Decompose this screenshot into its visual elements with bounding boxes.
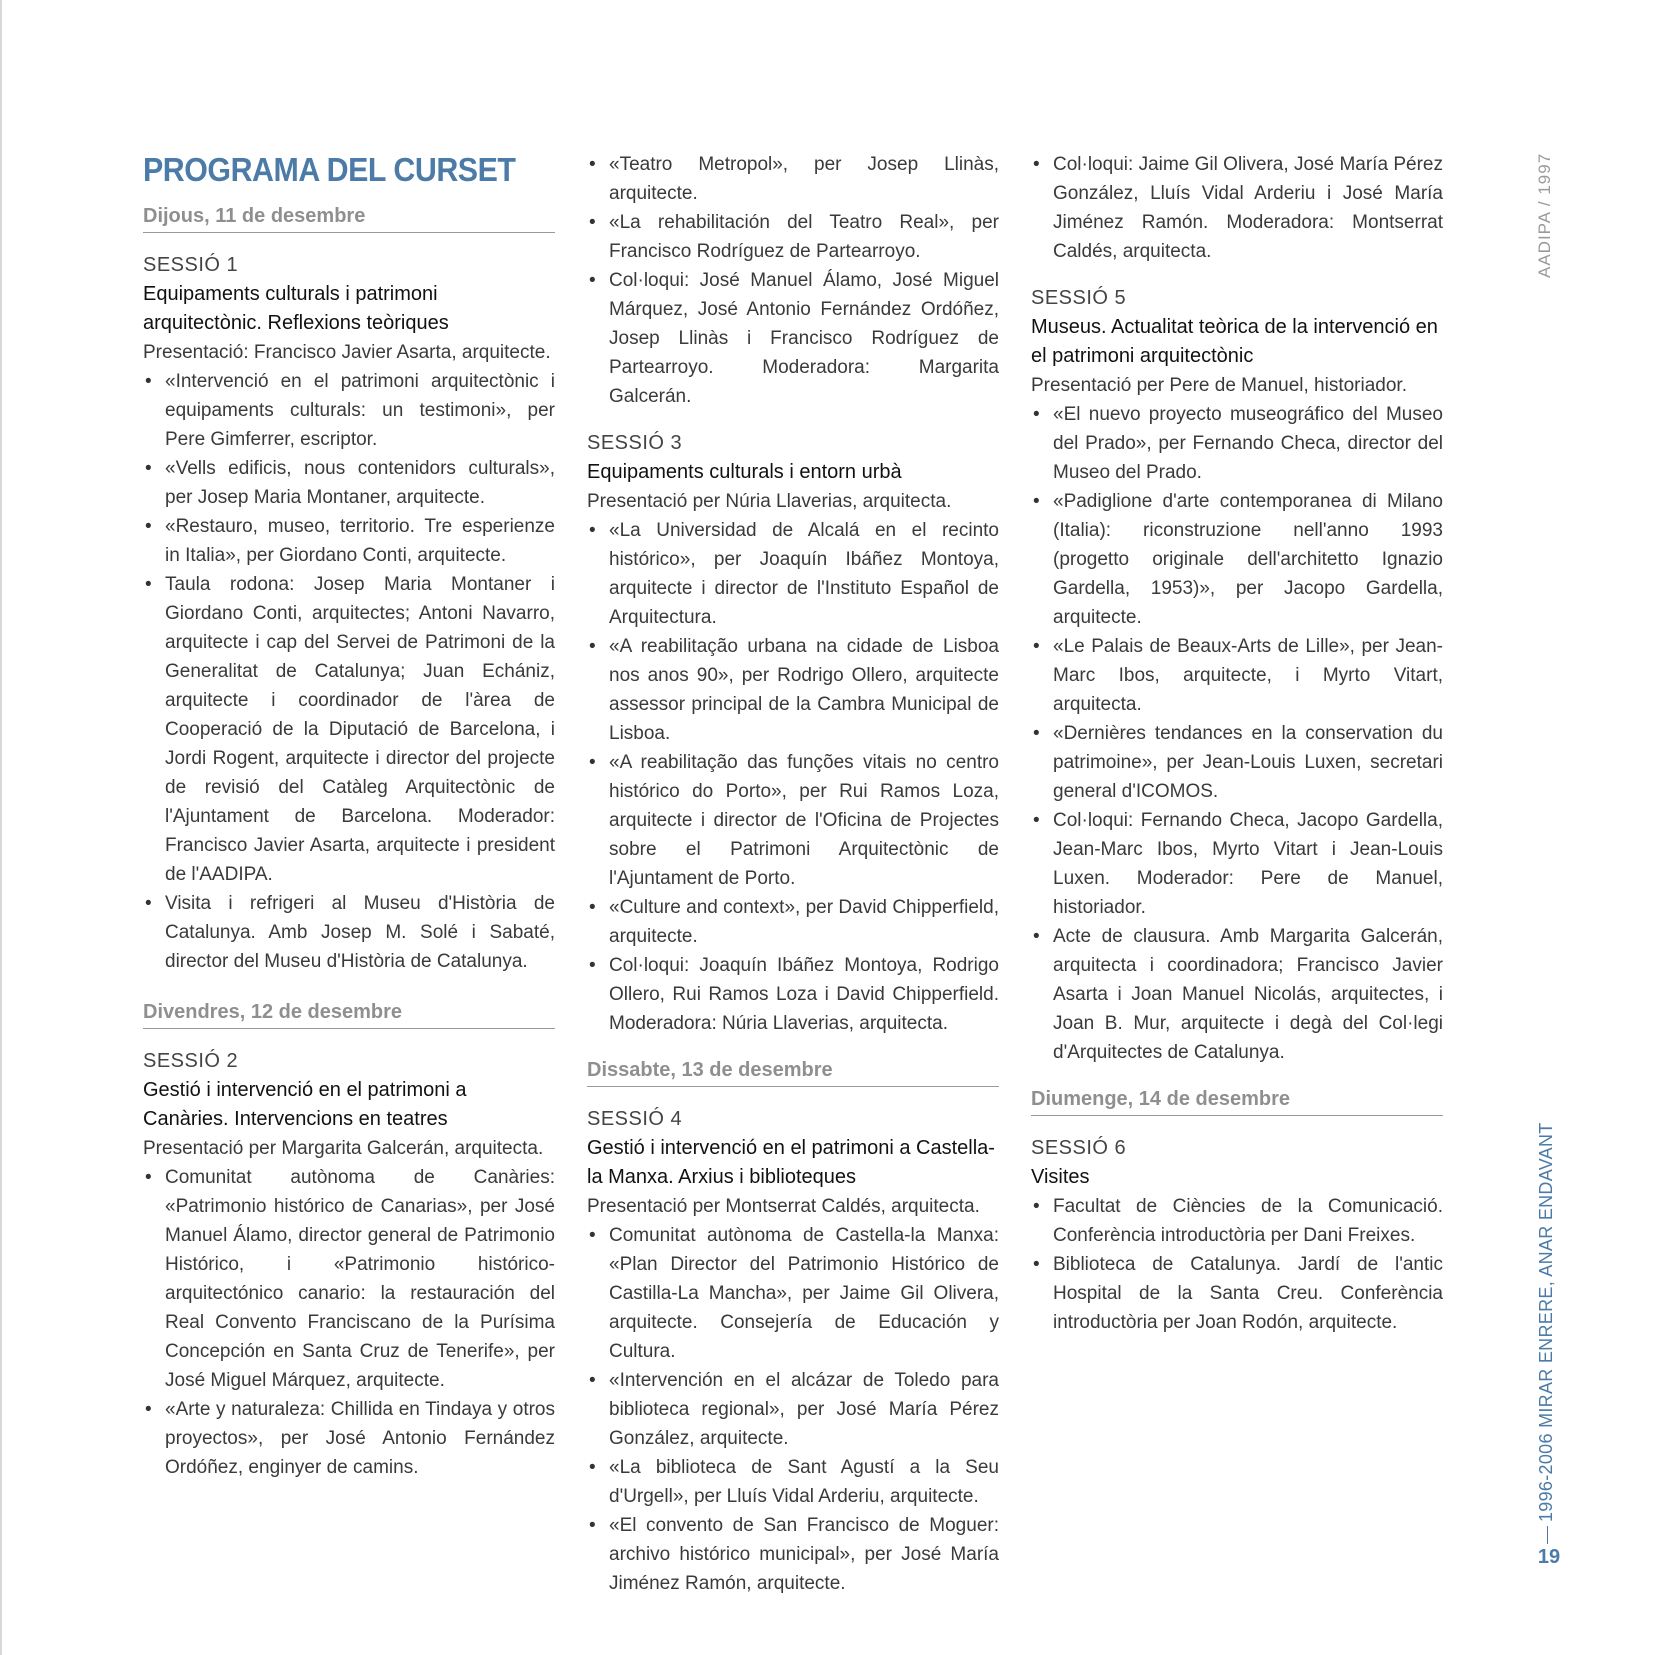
- day-heading-sunday: Diumenge, 14 de desembre: [1031, 1085, 1443, 1116]
- day-heading-friday: Divendres, 12 de desembre: [143, 998, 555, 1029]
- session-2: [143, 1047, 555, 1482]
- list-item: • Comunitat autònoma de Castella-la Manxa: «Plan Director del Patrimonio Histórico de Castilla-La Mancha», per Jaime Gil Olivera, arquitecte. Consejería de Educación y Cultura.: [587, 1221, 999, 1366]
- session-intro: Presentació per Núria Llaverias, arquitecta.: [587, 491, 952, 512]
- session-title: Gestió i intervenció en el patrimoni a Canàries. Intervencions en teatres: [143, 1079, 467, 1130]
- session-items: [1031, 1192, 1443, 1337]
- session-intro: Presentació per Pere de Manuel, historiador.: [1031, 375, 1407, 396]
- side-running-header: [1535, 152, 1555, 278]
- session-4: [587, 1105, 999, 1598]
- list-item: • Col·loqui: Fernando Checa, Jacopo Gardella, Jean-Marc Ibos, Myrto Vitart i Jean-Louis Luxen. Moderador: Pere de Manuel, historiador.: [1031, 806, 1443, 922]
- session-label: SESSIÓ 3: [587, 432, 683, 454]
- session-6: [1031, 1134, 1443, 1337]
- session-intro: Presentació: Francisco Javier Asarta, arquitecte.: [143, 342, 551, 363]
- session-2-continued: [587, 150, 999, 411]
- list-item: • Col·loqui: Jaime Gil Olivera, José María Pérez González, Lluís Vidal Arderiu i José María Jiménez Ramón. Moderadora: Montserrat Caldés, arquitecta.: [1031, 150, 1443, 266]
- side-top-label: AADIPA / 1997: [1535, 152, 1554, 278]
- list-item: • «Vells edificis, nous contenidors culturals», per Josep Maria Montaner, arquitecte.: [143, 454, 555, 512]
- list-item: • «Le Palais de Beaux-Arts de Lille», per Jean-Marc Ibos, arquitecte, i Myrto Vitart, arquitecta.: [1031, 632, 1443, 719]
- session-title: Equipaments culturals i entorn urbà: [587, 461, 902, 483]
- list-item: • «Restauro, museo, territorio. Tre esperienze in Italia», per Giordano Conti, arquitecte.: [143, 512, 555, 570]
- session-label: SESSIÓ 5: [1031, 287, 1127, 309]
- list-item: • «El convento de San Francisco de Moguer: archivo histórico municipal», per José María Jiménez Ramón, arquitecte.: [587, 1511, 999, 1598]
- list-item: • «Intervenció en el patrimoni arquitectònic i equipaments culturals: un testimoni», per Pere Gimferrer, escriptor.: [143, 367, 555, 454]
- list-item: • «Culture and context», per David Chipperfield, arquitecte.: [587, 893, 999, 951]
- session-label: SESSIÓ 6: [1031, 1137, 1127, 1159]
- page-number: 19: [1537, 1546, 1561, 1568]
- session-intro: Presentació per Margarita Galcerán, arquitecta.: [143, 1138, 544, 1159]
- list-item: • «Dernières tendances en la conservation du patrimoine», per Jean-Louis Luxen, secretari general d'ICOMOS.: [1031, 719, 1443, 806]
- list-item: • Facultat de Ciències de la Comunicació. Conferència introductòria per Dani Freixes.: [1031, 1192, 1443, 1250]
- list-item: • «Padiglione d'arte contemporanea di Milano (Italia): riconstruzione nell'anno 1993 (progetto originale dell'architetto Ignazio Gardella, 1953)», per Jacopo Gardella, arquitecte.: [1031, 487, 1443, 632]
- session-intro: Presentació per Montserrat Caldés, arquitecta.: [587, 1196, 980, 1217]
- session-label: SESSIÓ 4: [587, 1108, 683, 1130]
- list-item: • «La biblioteca de Sant Agustí a la Seu d'Urgell», per Lluís Vidal Arderiu, arquitecte.: [587, 1453, 999, 1511]
- page-title: PROGRAMA DEL CURSET: [143, 151, 516, 188]
- list-item: • Visita i refrigeri al Museu d'Història de Catalunya. Amb Josep M. Solé i Sabaté, director del Museu d'Història de Catalunya.: [143, 889, 555, 976]
- list-item: • «La rehabilitación del Teatro Real», per Francisco Rodríguez de Partearroyo.: [587, 208, 999, 266]
- list-item: • «La Universidad de Alcalá en el recinto histórico», per Joaquín Ibáñez Montoya, arquitecte i director de l'Instituto Español de Arquitectura.: [587, 516, 999, 632]
- session-items: [587, 150, 999, 411]
- page-edge-rule: [0, 0, 2, 1655]
- session-title: Museus. Actualitat teòrica de la intervenció en el patrimoni arquitectònic: [1031, 316, 1438, 367]
- session-items: [143, 367, 555, 976]
- session-title: Equipaments culturals i patrimoni arquitectònic. Reflexions teòriques: [143, 283, 449, 334]
- session-items: [1031, 150, 1443, 266]
- session-items: [1031, 400, 1443, 1067]
- session-label: SESSIÓ 2: [143, 1050, 239, 1072]
- list-item: • Comunitat autònoma de Canàries: «Patrimonio histórico de Canarias», per José Manuel Álamo, director general de Patrimonio Histórico, i «Patrimonio histórico-arquitectónico canario: la restauración del Real Convento Franciscano de la Purísima Concepción en Santa Cruz de Tenerife», per José Miguel Márquez, arquitecte.: [143, 1163, 555, 1395]
- side-running-footer: [1536, 1122, 1556, 1522]
- list-item: • «Teatro Metropol», per Josep Llinàs, arquitecte.: [587, 150, 999, 208]
- session-items: [587, 1221, 999, 1598]
- session-4-continued: [1031, 150, 1443, 266]
- list-item: • «A reabilitação das funções vitais no centro histórico do Porto», per Rui Ramos Loza, arquitecte i director de l'Oficina de Projectes sobre el Patrimoni Arquitectònic de l'Ajuntament de Porto.: [587, 748, 999, 893]
- column-3: [1031, 150, 1443, 1355]
- session-title: Visites: [1031, 1166, 1090, 1188]
- session-1: [143, 251, 555, 976]
- session-title: Gestió i intervenció en el patrimoni a Castella-la Manxa. Arxius i biblioteques: [587, 1137, 995, 1188]
- side-bottom-label: 1996-2006 MIRAR ENRERE, ANAR ENDAVANT: [1536, 1122, 1556, 1522]
- list-item: • «El nuevo proyecto museográfico del Museo del Prado», per Fernando Checa, director del Museo del Prado.: [1031, 400, 1443, 487]
- day-heading-saturday: Dissabte, 13 de desembre: [587, 1056, 999, 1087]
- list-item: • Taula rodona: Josep Maria Montaner i Giordano Conti, arquitectes; Antoni Navarro, arquitecte i cap del Servei de Patrimoni de la Generalitat de Catalunya; Juan Echániz, arquitecte i coordinador de l'àrea de Cooperació de la Diputació de Barcelona, i Jordi Rogent, arquitecte i director del projecte de revisió del Catàleg Arquitectònic de l'Ajuntament de Barcelona. Moderador: Francisco Javier Asarta, arquitecte i president de l'AADIPA.: [143, 570, 555, 889]
- list-item: • «Intervención en el alcázar de Toledo para biblioteca regional», per José María Pérez González, arquitecte.: [587, 1366, 999, 1453]
- list-item: • «A reabilitação urbana na cidade de Lisboa nos anos 90», per Rodrigo Ollero, arquitecte assessor principal de la Cambra Municipal de Lisboa.: [587, 632, 999, 748]
- list-item: • Acte de clausura. Amb Margarita Galcerán, arquitecta i coordinadora; Francisco Javier Asarta i Joan Manuel Nicolás, arquitectes, i Joan B. Mur, arquitecte i degà del Col·legi d'Arquitectes de Catalunya.: [1031, 922, 1443, 1067]
- list-item: • Col·loqui: José Manuel Álamo, José Miguel Márquez, José Antonio Fernández Ordóñez, Josep Llinàs i Francisco Rodríguez de Partearroyo. Moderadora: Margarita Galcerán.: [587, 266, 999, 411]
- page-number-rule: [1547, 1526, 1548, 1544]
- session-items: [587, 516, 999, 1038]
- session-5: [1031, 284, 1443, 1067]
- column-2: [587, 150, 999, 1616]
- list-item: • «Arte y naturaleza: Chillida en Tindaya y otros proyectos», per José Antonio Fernández Ordóñez, enginyer de camins.: [143, 1395, 555, 1482]
- session-label: SESSIÓ 1: [143, 254, 239, 276]
- list-item: • Biblioteca de Catalunya. Jardí de l'antic Hospital de la Santa Creu. Conferència introductòria per Joan Rodón, arquitecte.: [1031, 1250, 1443, 1337]
- column-1: [143, 150, 555, 1500]
- day-heading-thursday: Dijous, 11 de desembre: [143, 202, 555, 233]
- session-items: [143, 1163, 555, 1482]
- session-3: [587, 429, 999, 1038]
- list-item: • Col·loqui: Joaquín Ibáñez Montoya, Rodrigo Ollero, Rui Ramos Loza i David Chipperfield. Moderadora: Núria Llaverias, arquitecta.: [587, 951, 999, 1038]
